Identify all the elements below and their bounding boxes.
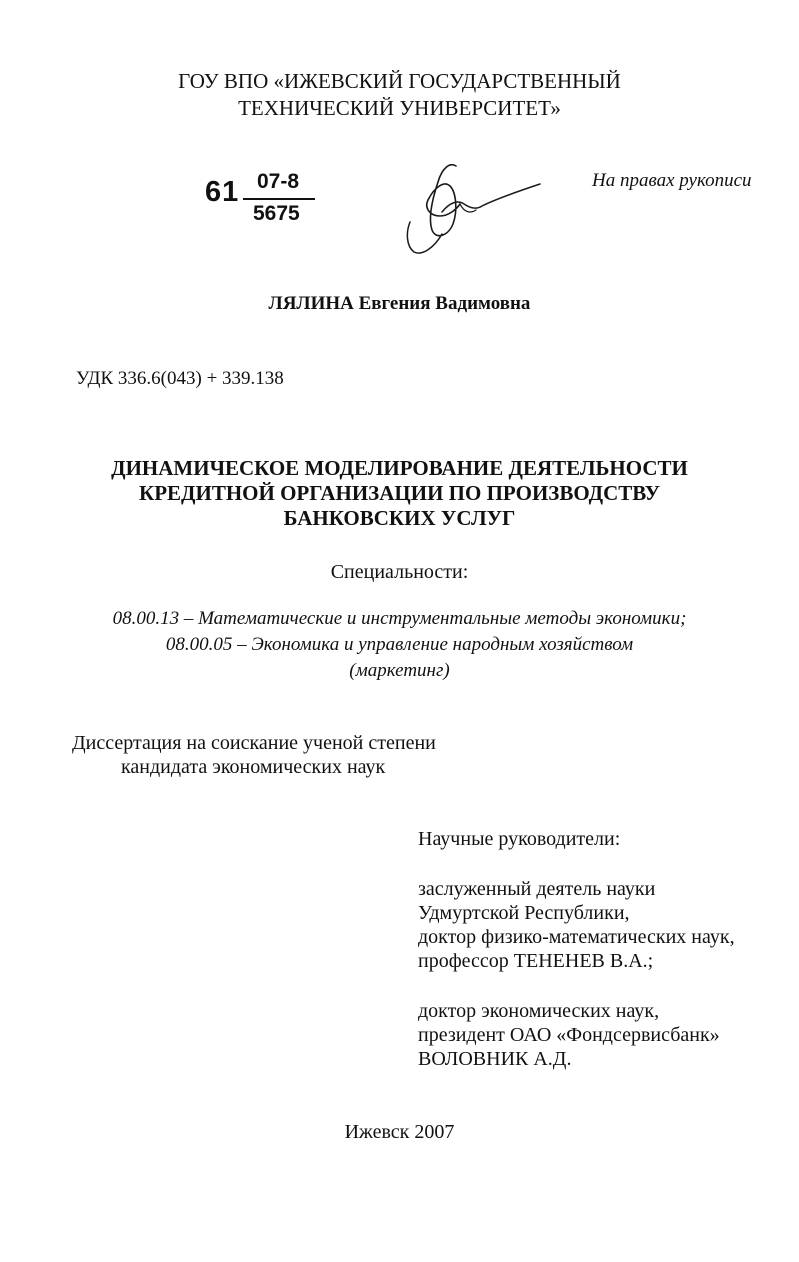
manuscript-rights-note: На правах рукописи [592,170,752,191]
title-line: БАНКОВСКИХ УСЛУГ [283,506,516,530]
degree-line-1: Диссертация на соискание ученой степени [72,732,436,754]
supervisor-line: заслуженный деятель науки [418,878,656,900]
supervisor-first [418,877,735,973]
specialties-heading: Специальности: [330,561,469,583]
specialty-line: (маркетинг) [349,660,450,681]
supervisor-line: доктор экономических наук, [418,1000,660,1022]
supervisor-line: профессор ТЕНЕНЕВ В.А.; [418,950,654,972]
specialty-line: 08.00.05 – Экономика и управление народным хозяйством [165,634,634,655]
city-year: Ижевск 2007 [344,1121,455,1143]
udk-code: УДК 336.6(043) + 339.138 [76,368,284,389]
title-line: КРЕДИТНОЙ ОРГАНИЗАЦИИ ПО ПРОИЗВОДСТВУ [138,481,661,505]
registry-code-fraction-line [243,198,315,200]
specialty-line: 08.00.13 – Математические и инструментальные методы экономики; [112,608,687,629]
supervisor-line: Удмуртской Республики, [418,902,630,924]
dissertation-title [0,456,799,531]
supervisor-line: президент ОАО «Фондсервисбанк» [418,1024,720,1046]
registry-code-prefix: 61 [205,176,240,208]
supervisor-second [418,999,720,1071]
specialties-list [0,606,799,684]
supervisor-line: ВОЛОВНИК А.Д. [418,1048,572,1070]
title-line: ДИНАМИЧЕСКОЕ МОДЕЛИРОВАНИЕ ДЕЯТЕЛЬНОСТИ [111,456,688,480]
university-line: ТЕХНИЧЕСКИЙ УНИВЕРСИТЕТ» [238,96,561,120]
registry-code-numerator: 07-8 [257,170,300,193]
university-line: ГОУ ВПО «ИЖЕВСКИЙ ГОСУДАРСТВЕННЫЙ [178,69,621,93]
degree-line-2: кандидата экономических наук [121,756,386,778]
supervisors-heading: Научные руководители: [418,828,621,850]
signature-icon [398,160,548,260]
author-name: ЛЯЛИНА Евгения Вадимовна [268,293,531,314]
registry-code-denominator: 5675 [253,202,300,225]
university-name [0,68,799,122]
supervisor-line: доктор физико-математических наук, [418,926,735,948]
